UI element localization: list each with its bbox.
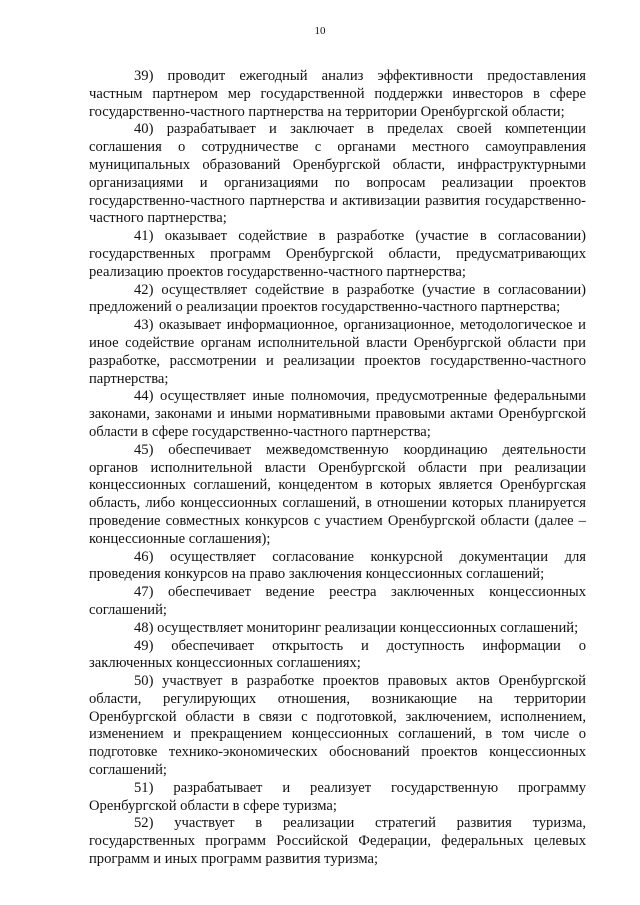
- paragraph-48: 48) осуществляет мониторинг реализации концессионных соглашений;: [134, 619, 579, 636]
- paragraph-50: 50) участвует в разработке проектов правовых актов Оренбургской области, регулирующих отношения, возникающие на территории Оренбургской области в связи с подготовкой, заключением, исполнением, изменением и прекращением концессионных соглашений, в том числе о подготовке технико-экономических обоснований проектов концессионных соглашений;: [89, 673, 586, 779]
- paragraph-41: 41) оказывает содействие в разработке (участие в согласовании) государственных программ Оренбургской области, предусматривающих реализацию проектов государственно-частного партнерства;: [89, 228, 586, 280]
- paragraph-42: 42) осуществляет содействие в разработке (участие в согласовании) предложений о реализации проектов государственно-частного партнерства;: [89, 281, 586, 316]
- page-number: 10: [314, 25, 326, 37]
- paragraph-45: 45) обеспечивает межведомственную координацию деятельности органов исполнительной власти Оренбургской области при реализации концессионных соглашений, концедентом в которых является Оренбургская область, либо концессионных соглашений, в отношении которых планируется проведение совместных конкурсов с участием Оренбургской области (далее – концессионные соглашения);: [89, 441, 586, 547]
- document-body: [89, 68, 586, 869]
- paragraph-46: 46) осуществляет согласование конкурсной документации для проведения конкурсов на право заключения концессионных соглашений;: [89, 548, 586, 583]
- paragraph-49: 49) обеспечивает открытость и доступность информации о заключенных концессионных соглашениях;: [89, 637, 586, 672]
- paragraph-40: 40) разрабатывает и заключает в пределах своей компетенции соглашения о сотрудничестве с органами местного самоуправления муниципальных образований Оренбургской области, инфраструктурными организациями и организациями по вопросам реализации проектов государственно-частного партнерства и активизации развития государственно-частного партнерства;: [89, 121, 586, 227]
- paragraph-47: 47) обеспечивает ведение реестра заключенных концессионных соглашений;: [89, 584, 586, 618]
- paragraph-43: 43) оказывает информационное, организационное, методологическое и иное содействие органам исполнительной власти Оренбургской области при разработке, рассмотрении и реализации проектов государственно-частного партнерства;: [89, 317, 586, 387]
- paragraph-52: 52) участвует в реализации стратегий развития туризма, государственных программ Российской Федерации, федеральных целевых программ и иных программ развития туризма;: [89, 815, 586, 868]
- paragraph-44: 44) осуществляет иные полномочия, предусмотренные федеральными законами, законами и иными нормативными правовыми актами Оренбургской области в сфере государственно-частного партнерства;: [89, 388, 586, 440]
- paragraph-39: 39) проводит ежегодный анализ эффективности предоставления частным партнером мер государственной поддержки инвесторов в сфере государственно-частного партнерства на территории Оренбургской области;: [89, 68, 586, 120]
- paragraph-51: 51) разрабатывает и реализует государственную программу Оренбургской области в сфере туризма;: [89, 779, 586, 814]
